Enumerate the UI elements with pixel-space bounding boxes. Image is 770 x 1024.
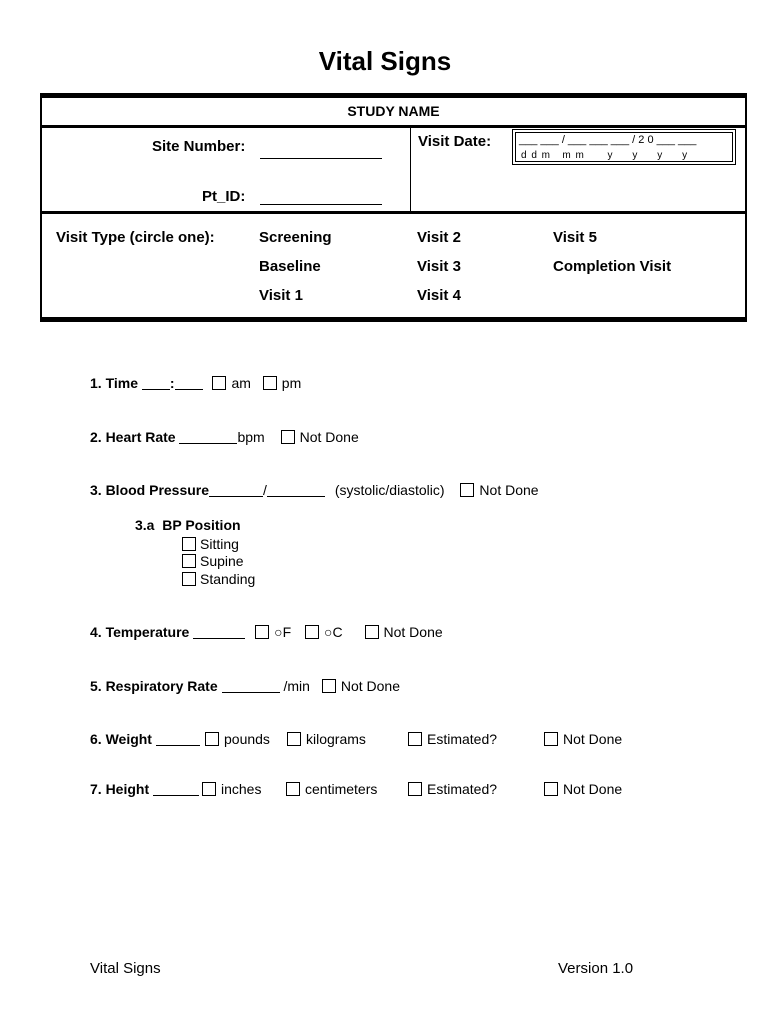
heart-rate-label: 2. Heart Rate (90, 429, 176, 445)
visit-type-visit-5[interactable]: Visit 5 (553, 229, 597, 246)
visit-type-label: Visit Type (circle one): (56, 229, 215, 246)
bp-position-option-supine[interactable] (182, 553, 244, 569)
height-label-row (90, 781, 199, 797)
visit-type-visit-3[interactable]: Visit 3 (417, 258, 461, 275)
respiratory-rate-unit: /min (283, 678, 310, 694)
temperature-not-done-label: Not Done (383, 624, 443, 640)
am-label: am (231, 375, 251, 391)
heart-rate-not-done-label: Not Done (299, 429, 359, 445)
am-checkbox[interactable] (212, 376, 226, 390)
heart-rate-row (90, 429, 359, 445)
visit-date-template: ___ ___ / ___ ___ ___ / 2 0 ___ ___ (519, 134, 697, 146)
blood-pressure-label: 3. Blood Pressure (90, 482, 210, 498)
sitting-label: Sitting (200, 536, 239, 552)
time-hour-field[interactable] (142, 389, 170, 390)
visit-type-visit-1[interactable]: Visit 1 (259, 287, 303, 304)
kilograms-label: kilograms (306, 731, 366, 747)
page-title: Vital Signs (318, 46, 452, 76)
standing-label: Standing (200, 571, 256, 587)
height-not-done-label: Not Done (563, 781, 623, 797)
visit-date-hint: d d m m m y y y y (521, 150, 689, 161)
weight-label-row (90, 731, 200, 747)
celsius-checkbox[interactable] (305, 625, 319, 639)
temperature-label: 4. Temperature (90, 624, 190, 640)
temperature-field[interactable] (193, 638, 245, 639)
height-estimated-option[interactable] (408, 781, 497, 797)
visit-date-label: Visit Date: (418, 133, 492, 150)
celsius-label: ○C (324, 624, 343, 640)
visit-date-field[interactable] (512, 129, 736, 165)
header-column-divider (410, 128, 411, 211)
bp-position-label-text: 3.a BP Position (135, 517, 241, 533)
header-bottom-bar (42, 317, 745, 320)
blood-pressure-not-done-checkbox[interactable] (460, 483, 474, 497)
time-label: 1. Time (90, 375, 138, 391)
time-minute-field[interactable] (175, 389, 203, 390)
weight-label: 6. Weight (90, 731, 152, 747)
temperature-not-done-checkbox[interactable] (365, 625, 379, 639)
weight-estimated-label: Estimated? (427, 731, 498, 747)
respiratory-rate-field[interactable] (222, 692, 280, 693)
study-name: STUDY NAME (347, 103, 440, 119)
heart-rate-not-done-checkbox[interactable] (281, 430, 295, 444)
temperature-row (90, 624, 443, 640)
pm-label: pm (281, 375, 302, 391)
heart-rate-unit: bpm (237, 429, 265, 445)
time-sep: : (169, 375, 175, 391)
blood-pressure-sep: / (263, 482, 267, 498)
bp-position-option-standing[interactable] (182, 571, 255, 587)
bp-position-label (135, 517, 241, 533)
pt-id-label: Pt_ID: (202, 188, 246, 205)
weight-estimated-option[interactable] (408, 731, 497, 747)
kilograms-checkbox[interactable] (287, 732, 301, 746)
weight-field[interactable] (156, 745, 200, 746)
inches-label: inches (221, 781, 262, 797)
site-number-field[interactable] (260, 158, 382, 159)
height-not-done-option[interactable] (544, 781, 622, 797)
bp-position-option-sitting[interactable] (182, 536, 239, 552)
weight-not-done-label: Not Done (563, 731, 623, 747)
visit-type-completion[interactable]: Completion Visit (553, 258, 672, 275)
height-not-done-checkbox[interactable] (544, 782, 558, 796)
sitting-checkbox[interactable] (182, 537, 196, 551)
blood-pressure-row (90, 482, 539, 498)
footer-left: Vital Signs (90, 960, 161, 977)
weight-estimated-checkbox[interactable] (408, 732, 422, 746)
respiratory-rate-label: 5. Respiratory Rate (90, 678, 218, 694)
diastolic-field[interactable] (267, 496, 325, 497)
visit-type-screening[interactable]: Screening (259, 229, 332, 246)
fahrenheit-checkbox[interactable] (255, 625, 269, 639)
pounds-checkbox[interactable] (205, 732, 219, 746)
visit-type-visit-4[interactable]: Visit 4 (417, 287, 461, 304)
blood-pressure-not-done-label: Not Done (479, 482, 539, 498)
pounds-option[interactable] (205, 731, 270, 747)
centimeters-checkbox[interactable] (286, 782, 300, 796)
weight-not-done-option[interactable] (544, 731, 622, 747)
time-row (90, 375, 301, 391)
pt-id-field[interactable] (260, 204, 382, 205)
supine-checkbox[interactable] (182, 554, 196, 568)
supine-label: Supine (200, 553, 244, 569)
blood-pressure-unit: (systolic/diastolic) (334, 482, 445, 498)
pm-checkbox[interactable] (263, 376, 277, 390)
height-estimated-checkbox[interactable] (408, 782, 422, 796)
header-top-bar (42, 95, 745, 98)
header-divider-2 (42, 211, 745, 214)
height-label: 7. Height (90, 781, 150, 797)
inches-checkbox[interactable] (202, 782, 216, 796)
visit-type-baseline[interactable]: Baseline (259, 258, 321, 275)
footer-version: Version 1.0 (558, 960, 634, 977)
height-estimated-label: Estimated? (427, 781, 498, 797)
weight-not-done-checkbox[interactable] (544, 732, 558, 746)
kilograms-option[interactable] (287, 731, 366, 747)
inches-option[interactable] (202, 781, 261, 797)
site-number-label: Site Number: (152, 138, 246, 155)
pounds-label: pounds (224, 731, 270, 747)
centimeters-option[interactable] (286, 781, 377, 797)
respiratory-rate-not-done-label: Not Done (340, 678, 400, 694)
respiratory-rate-not-done-checkbox[interactable] (322, 679, 336, 693)
height-field[interactable] (153, 795, 199, 796)
fahrenheit-label: ○F (274, 624, 292, 640)
centimeters-label: centimeters (305, 781, 378, 797)
respiratory-rate-row (90, 678, 400, 694)
standing-checkbox[interactable] (182, 572, 196, 586)
header-divider-1 (42, 125, 745, 128)
systolic-field[interactable] (209, 496, 263, 497)
heart-rate-field[interactable] (179, 443, 237, 444)
study-header-box (40, 93, 747, 322)
visit-type-visit-2[interactable]: Visit 2 (417, 229, 461, 246)
